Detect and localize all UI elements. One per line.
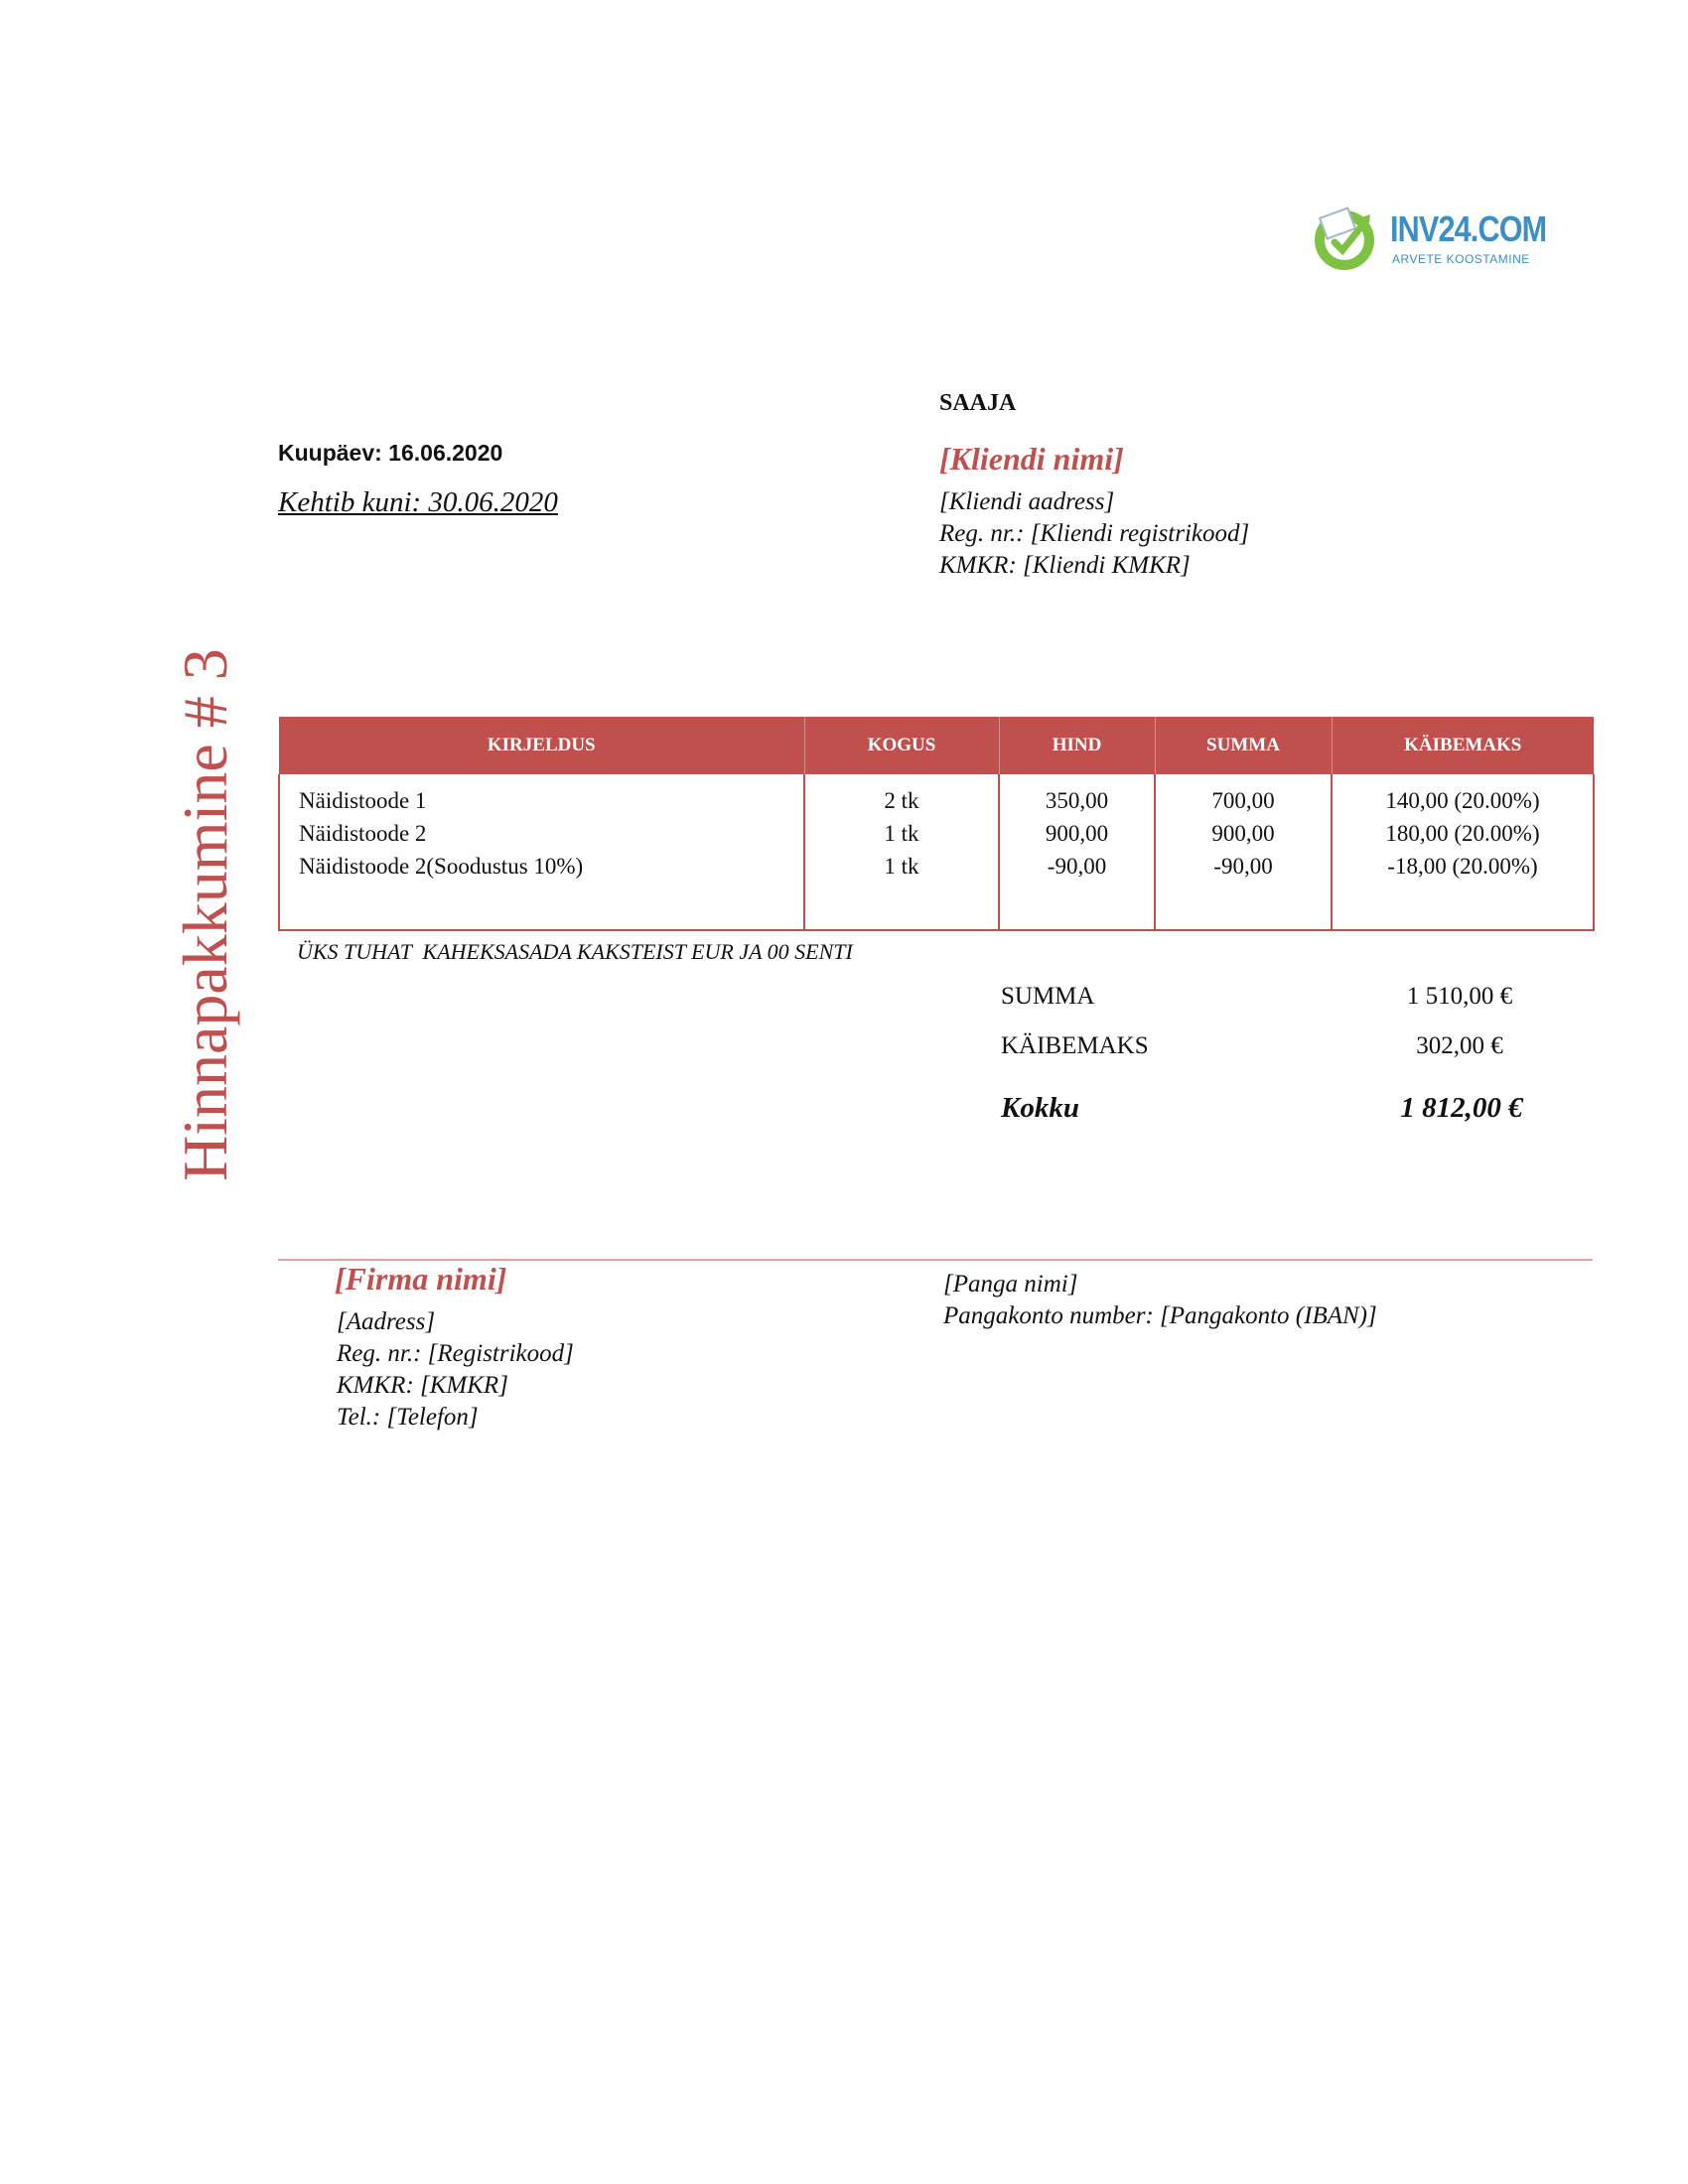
item-vat: 140,00 (20.00%): [1385, 788, 1540, 813]
header-price: HIND: [999, 717, 1155, 774]
client-vat-nr: KMKR: [Kliendi KMKR]: [939, 552, 1191, 579]
bank-account: Pangakonto number: [Pangakonto (IBAN)]: [943, 1302, 1377, 1329]
client-name: [Kliendi nimi]: [939, 441, 1124, 477]
item-vat: 180,00 (20.00%): [1385, 821, 1540, 846]
company-name: [Firma nimi]: [335, 1261, 507, 1297]
subtotal-label: SUMMA: [1001, 983, 1095, 1010]
bank-name: [Panga nimi]: [943, 1271, 1078, 1297]
valid-until: Kehtib kuni: 30.06.2020: [278, 486, 558, 518]
total-value: 1 812,00 €: [1400, 1092, 1523, 1124]
total-label: Kokku: [1001, 1092, 1079, 1124]
item-vat: -18,00 (20.00%): [1387, 854, 1538, 879]
vat-label: KÄIBEMAKS: [1001, 1032, 1149, 1059]
item-quantity: 1 tk: [884, 821, 919, 846]
item-quantity: 1 tk: [884, 854, 919, 879]
company-reg-nr: Reg. nr.: [Registrikood]: [337, 1340, 574, 1367]
item-quantity: 2 tk: [884, 788, 919, 813]
header-sum: SUMMA: [1155, 717, 1332, 774]
item-sum: 900,00: [1211, 821, 1275, 846]
amount-in-words: ÜKS TUHAT KAHEKSASADA KAKSTEIST EUR JA 00 SENTI: [297, 939, 853, 964]
item-description: Näidistoode 2: [299, 821, 427, 846]
company-address: [Aadress]: [337, 1308, 436, 1335]
items-table: [278, 717, 1595, 931]
item-description: Näidistoode 2(Soodustus 10%): [299, 854, 584, 879]
sum-column: [1155, 774, 1332, 930]
header-vat: KÄIBEMAKS: [1332, 717, 1594, 774]
item-price: 350,00: [1045, 788, 1109, 813]
item-sum: -90,00: [1213, 854, 1273, 879]
price-column: [999, 774, 1155, 930]
company-vat-nr: KMKR: [KMKR]: [337, 1372, 508, 1399]
vat-column: [1332, 774, 1594, 930]
client-reg-nr: Reg. nr.: [Kliendi registrikood]: [939, 520, 1250, 547]
table-header-row: [279, 717, 1594, 774]
table-body: [279, 774, 1594, 930]
coupon-date: Kuupäev: 16.06.2020: [278, 440, 503, 466]
quantity-column: [804, 774, 999, 930]
document-title: Hinnapakkumine # 3: [170, 648, 240, 1181]
recipient-heading: SAAJA: [939, 390, 1017, 416]
logo-name: INV24.COM: [1390, 208, 1547, 249]
subtotal-value: 1 510,00 €: [1406, 983, 1513, 1010]
client-address: [Kliendi aadress]: [939, 488, 1115, 515]
item-price: 900,00: [1045, 821, 1109, 846]
item-price: -90,00: [1047, 854, 1107, 879]
logo-icon: [1309, 199, 1388, 278]
vat-value: 302,00 €: [1416, 1032, 1503, 1059]
header-quantity: KOGUS: [804, 717, 999, 774]
item-description: Näidistoode 1: [299, 788, 427, 813]
logo-tagline: ARVETE KOOSTAMINE: [1392, 252, 1530, 266]
item-sum: 700,00: [1211, 788, 1275, 813]
description-column: [279, 774, 804, 930]
company-phone: Tel.: [Telefon]: [337, 1404, 479, 1431]
header-description: KIRJELDUS: [279, 717, 804, 774]
